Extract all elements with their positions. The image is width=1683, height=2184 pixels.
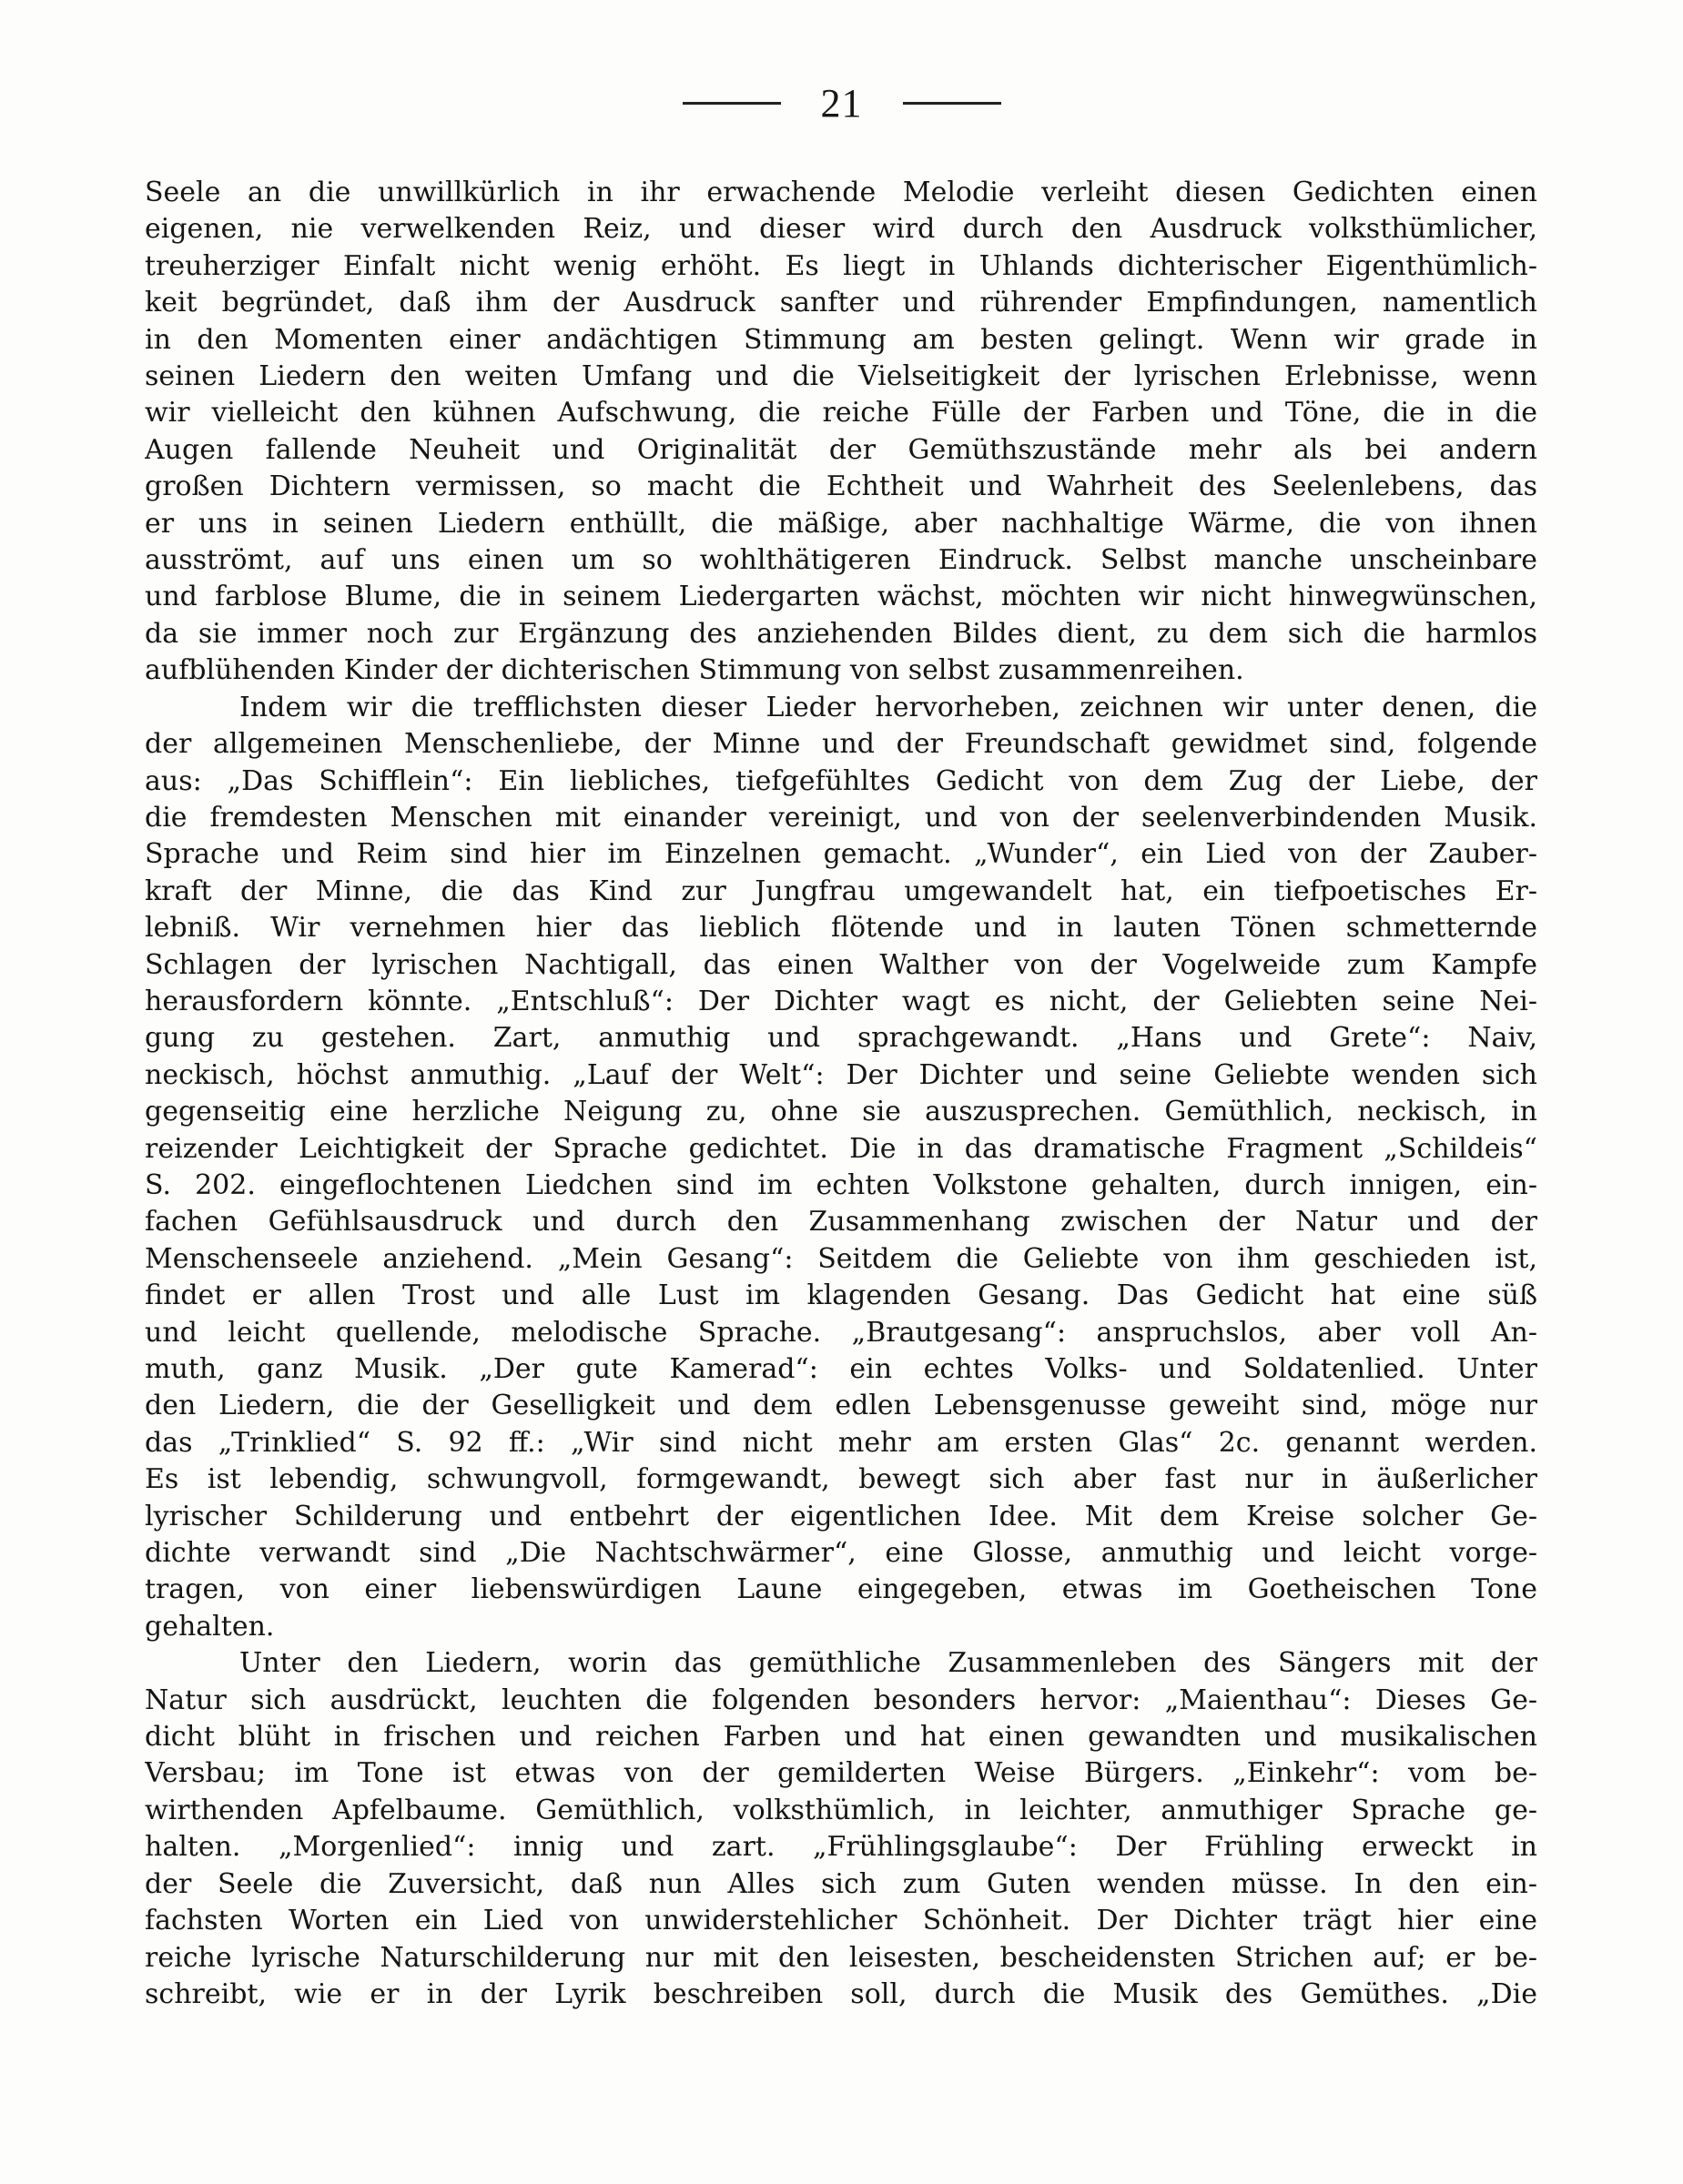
text-line: der allgemeinen Menschenliebe, der Minne und der Freundschaft gewidmet sind, folgende <box>145 728 1537 761</box>
text-line: gehalten. <box>145 1610 275 1643</box>
text-line: fachen Gefühlsausdruck und durch den Zusammenhang zwischen der Natur und der <box>145 1206 1537 1239</box>
text-line: der Seele die Zuversicht, daß nun Alles sich zum Guten wenden müsse. In den ein- <box>145 1867 1537 1900</box>
text-line: reiche lyrische Naturschilderung nur mit den leisesten, bescheidensten Strichen auf; er be- <box>145 1941 1537 1974</box>
text-line: den Liedern, die der Geselligkeit und dem edlen Lebensgenusse geweiht sind, möge nur <box>145 1390 1537 1422</box>
header-rule-left <box>683 102 781 105</box>
text-line: gung zu gestehen. Zart, anmuthig und sprachgewandt. „Hans und Grete“: Naiv, <box>145 1022 1537 1055</box>
text-line: dicht blüht in frischen und reichen Farben und hat einen gewandten und musikalischen <box>145 1721 1537 1754</box>
text-line: wirthenden Apfelbaume. Gemüthlich, volksthümlich, in leichter, anmuthiger Sprache ge- <box>145 1794 1537 1826</box>
text-line: in den Momenten einer andächtigen Stimmung am besten gelingt. Wenn wir grade in <box>145 323 1537 356</box>
text-line: seinen Liedern den weiten Umfang und die Vielseitigkeit der lyrischen Erlebnisse, wenn <box>145 360 1537 393</box>
text-line: die fremdesten Menschen mit einander vereinigt, und von der seelenverbindenden Musik. <box>145 801 1537 834</box>
text-line: aus: „Das Schifflein“: Ein liebliches, tiefgefühltes Gedicht von dem Zug der Liebe, der <box>145 764 1537 797</box>
text-line: Es ist lebendig, schwungvoll, formgewandt, bewegt sich aber fast nur in äußerlicher <box>145 1463 1537 1496</box>
text-line: treuherziger Einfalt nicht wenig erhöht. Es liegt in Uhlands dichterischer Eigenthümlich- <box>145 249 1537 282</box>
text-line: wir vielleicht den kühnen Aufschwung, die reiche Fülle der Farben und Töne, die in die <box>145 397 1537 430</box>
text-line: Indem wir die trefflichsten dieser Lieder hervorheben, zeichnen wir unter denen, die <box>239 691 1537 723</box>
text-line: lebniß. Wir vernehmen hier das lieblich flötende und in lauten Tönen schmetternde <box>145 912 1537 945</box>
paragraph <box>145 1645 1537 2013</box>
text-line: gegenseitig eine herzliche Neigung zu, ohne sie auszusprechen. Gemüthlich, neckisch, in <box>145 1096 1537 1128</box>
text-line: S. 202. eingeflochtenen Liedchen sind im echten Volkstone gehalten, durch innigen, ein- <box>145 1168 1537 1201</box>
text-line: halten. „Morgenlied“: innig und zart. „Frühlingsglaube“: Der Frühling erweckt in <box>145 1831 1537 1864</box>
text-line: schreibt, wie er in der Lyrik beschreiben soll, durch die Musik des Gemüthes. „Die <box>145 1977 1537 2010</box>
text-line: ausströmt, auf uns einen um so wohlthätigeren Eindruck. Selbst manche unscheinbare <box>145 544 1537 577</box>
text-line: und farblose Blume, die in seinem Liedergarten wächst, möchten wir nicht hinwegwünschen, <box>145 581 1537 613</box>
text-line: tragen, von einer liebenswürdigen Laune eingegeben, etwas im Goetheischen Tone <box>145 1573 1537 1606</box>
text-line: reizender Leichtigkeit der Sprache gedichtet. Die in das dramatische Fragment „Schildeis“ <box>145 1132 1537 1165</box>
text-line: Unter den Liedern, worin das gemüthliche Zusammenleben des Sängers mit der <box>239 1647 1537 1680</box>
text-line: er uns in seinen Liedern enthüllt, die mäßige, aber nachhaltige Wärme, die von ihnen <box>145 507 1537 540</box>
text-line: muth, ganz Musik. „Der gute Kamerad“: ein echtes Volks- und Soldatenlied. Unter <box>145 1353 1537 1385</box>
text-line: dichte verwandt sind „Die Nachtschwärmer“, eine Glosse, anmuthig und leicht vorge- <box>145 1537 1537 1570</box>
text-line: Menschenseele anziehend. „Mein Gesang“: Seitdem die Geliebte von ihm geschieden ist, <box>145 1242 1537 1275</box>
text-line: herausfordern könnte. „Entschluß“: Der Dichter wagt es nicht, der Geliebten seine Nei- <box>145 985 1537 1017</box>
header-rule-right <box>903 102 1001 105</box>
text-line: neckisch, höchst anmuthig. „Lauf der Welt“: Der Dichter und seine Geliebte wenden sich <box>145 1058 1537 1091</box>
text-line: aufblühenden Kinder der dichterischen Stimmung von selbst zusammenreihen. <box>145 654 1244 687</box>
text-line: findet er allen Trost und alle Lust im klagenden Gesang. Das Gedicht hat eine süß <box>145 1279 1537 1312</box>
text-line: kraft der Minne, die das Kind zur Jungfrau umgewandelt hat, ein tiefpoetisches Er- <box>145 875 1537 907</box>
text-line: Natur sich ausdrückt, leuchten die folgenden besonders hervor: „Maienthau“: Dieses Ge- <box>145 1684 1537 1716</box>
page-number: 21 <box>820 80 863 126</box>
text-line: lyrischer Schilderung und entbehrt der eigentlichen Idee. Mit dem Kreise solcher Ge- <box>145 1500 1537 1532</box>
text-line: eigenen, nie verwelkenden Reiz, und dieser wird durch den Ausdruck volksthümlicher, <box>145 213 1537 246</box>
text-line: Schlagen der lyrischen Nachtigall, das einen Walther von der Vogelweide zum Kampfe <box>145 948 1537 981</box>
text-line: und leicht quellende, melodische Sprache. „Brautgesang“: anspruchslos, aber voll An- <box>145 1316 1537 1349</box>
body-text <box>145 175 1537 2013</box>
text-line: großen Dichtern vermissen, so macht die Echtheit und Wahrheit des Seelenlebens, das <box>145 470 1537 503</box>
text-line: Sprache und Reim sind hier im Einzelnen gemacht. „Wunder“, ein Lied von der Zauber- <box>145 838 1537 871</box>
paragraph <box>145 175 1537 690</box>
paragraph <box>145 690 1537 1646</box>
text-line: das „Trinklied“ S. 92 ff.: „Wir sind nicht mehr am ersten Glas“ 2c. genannt werden. <box>145 1426 1537 1459</box>
text-line: Augen fallende Neuheit und Originalität der Gemüthszustände mehr als bei andern <box>145 433 1537 466</box>
text-line: keit begründet, daß ihm der Ausdruck sanfter und rührender Empfindungen, namentlich <box>145 287 1537 319</box>
text-line: Seele an die unwillkürlich in ihr erwachende Melodie verleiht diesen Gedichten einen <box>145 177 1537 208</box>
page-header <box>0 80 1683 126</box>
text-line: fachsten Worten ein Lied von unwiderstehlicher Schönheit. Der Dichter trägt hier eine <box>145 1905 1537 1937</box>
text-line: da sie immer noch zur Ergänzung des anziehenden Bildes dient, zu dem sich die harmlos <box>145 617 1537 650</box>
text-line: Versbau; im Tone ist etwas von der gemilderten Weise Bürgers. „Einkehr“: vom be- <box>145 1757 1537 1790</box>
